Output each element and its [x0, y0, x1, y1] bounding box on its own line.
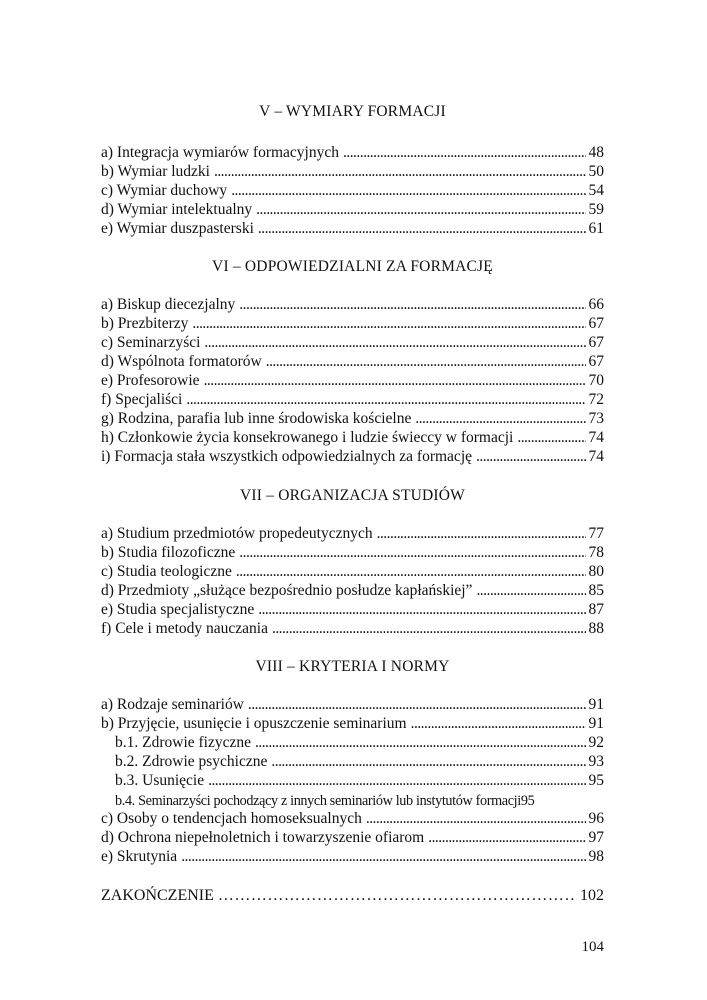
toc-entry-label: c) Seminarzyści: [101, 334, 201, 351]
section-title-vi: VI – ODPOWIEDZIALNI ZA FORMACJĘ: [212, 258, 493, 275]
toc-entry-page: 54: [588, 182, 604, 199]
toc-entry-label: g) Rodzina, parafia lub inne środowiska kościelne: [101, 410, 412, 427]
toc-entry-page: 67: [588, 315, 604, 332]
toc-entry-page: 66: [588, 296, 604, 313]
toc-entry[interactable]: [101, 182, 604, 200]
dot-leader: [236, 563, 586, 581]
dot-leader: [258, 220, 586, 238]
dot-leader: [517, 429, 585, 447]
toc-entry[interactable]: [101, 429, 604, 447]
toc-entry-label: b.3. Usunięcie: [115, 772, 205, 789]
toc-entry[interactable]: [101, 582, 604, 600]
dot-leader: [231, 182, 585, 200]
toc-entry-label: e) Wymiar duszpasterski: [101, 220, 254, 237]
dot-leader: [258, 601, 585, 619]
dot-leader: [239, 296, 585, 314]
toc-entry-page: 97: [588, 829, 604, 846]
page-number: 104: [581, 939, 604, 955]
toc-entry-page: 61: [588, 220, 604, 237]
dot-leader: [214, 163, 586, 181]
toc-entry-page: 50: [588, 163, 604, 180]
toc-entry-label: ZAKOŃCZENIE: [101, 887, 214, 904]
dot-leader: [271, 753, 585, 771]
toc-entry-label: i) Formacja stała wszystkich odpowiedzialnych za formację: [101, 448, 473, 465]
dot-leader: [476, 448, 585, 466]
section-title-viii: VIII – KRYTERIA I NORMY: [255, 658, 450, 675]
toc-entry[interactable]: [101, 296, 604, 314]
toc-entry[interactable]: [101, 829, 604, 847]
toc-entry-label: h) Członkowie życia konsekrowanego i ludzie świeccy w formacji: [101, 429, 514, 446]
dot-leader: [239, 544, 585, 562]
toc-entry-label: d) Ochrona niepełnoletnich i towarzyszenie ofiarom: [101, 829, 425, 846]
toc-entry-page: 74: [588, 448, 604, 465]
toc-entry-page: 91: [588, 715, 604, 732]
toc-entry-label: c) Studia teologiczne: [101, 563, 232, 580]
dot-leader: [248, 696, 586, 714]
toc-entry-label: b.2. Zdrowie psychiczne: [115, 753, 268, 770]
toc-entry-label: a) Integracja wymiarów formacyjnych: [101, 144, 339, 161]
toc-entry[interactable]: [101, 334, 604, 352]
toc-subentry[interactable]: [115, 772, 604, 790]
toc-entry-page: 92: [588, 734, 604, 751]
dot-leader: [204, 334, 585, 352]
toc-entry-label: d) Wymiar intelektualny: [101, 201, 253, 218]
dot-leader: [181, 848, 585, 866]
toc-entry-label: f) Cele i metody nauczania: [101, 620, 268, 637]
toc-entry-page: 87: [588, 601, 604, 618]
dot-leader: [411, 715, 586, 733]
toc-entry-page: 96: [588, 810, 604, 827]
toc-entry-label: b) Prezbiterzy: [101, 315, 189, 332]
toc-subentry[interactable]: [115, 734, 604, 752]
toc-entry-label: d) Wspólnota formatorów: [101, 353, 262, 370]
toc-entry-label: f) Specjaliści: [101, 391, 183, 408]
dot-leader: [204, 372, 586, 390]
toc-entry[interactable]: [101, 563, 604, 581]
toc-entry-page: 91: [588, 696, 604, 713]
toc-entry-label: b) Wymiar ludzki: [101, 163, 210, 180]
dot-leader: [218, 887, 577, 905]
toc-entry[interactable]: [101, 525, 604, 543]
toc-entry-label: b) Przyjęcie, usunięcie i opuszczenie seminarium: [101, 715, 407, 732]
toc-entry-page: 95: [520, 793, 535, 809]
toc-entry-page: 72: [588, 391, 604, 408]
table-of-contents-page: [101, 0, 604, 1000]
toc-entry[interactable]: [101, 353, 604, 371]
toc-entry-label: a) Rodzaje seminariów: [101, 696, 244, 713]
toc-entry-page: 48: [588, 144, 604, 161]
toc-subentry[interactable]: [115, 792, 604, 810]
toc-entry-page: 73: [588, 410, 604, 427]
toc-entry-label: c) Osoby o tendencjach homoseksualnych: [101, 810, 362, 827]
section-title-v: V – WYMIARY FORMACJI: [259, 103, 446, 120]
toc-entry-page: 67: [588, 334, 604, 351]
toc-entry[interactable]: [101, 372, 604, 390]
toc-entry[interactable]: [101, 715, 604, 733]
toc-entry[interactable]: [101, 220, 604, 238]
toc-entry-label: e) Profesorowie: [101, 372, 200, 389]
dot-leader: [208, 772, 585, 790]
toc-subentry[interactable]: [115, 753, 604, 771]
toc-entry-page: 95: [588, 772, 604, 789]
toc-entry-label: a) Biskup diecezjalny: [101, 296, 236, 313]
toc-entry-page: 80: [588, 563, 604, 580]
toc-entry-label: b.1. Zdrowie fizyczne: [115, 734, 251, 751]
dot-leader: [272, 620, 586, 638]
dot-leader: [476, 582, 585, 600]
toc-entry[interactable]: [101, 144, 604, 162]
toc-entry[interactable]: [101, 810, 604, 828]
toc-entry-page: 67: [588, 353, 604, 370]
toc-entry-label: b.4. Seminarzyści pochodzący z innych seminariów lub instytutów formacji: [115, 793, 521, 809]
dot-leader: [377, 525, 586, 543]
dot-leader: [186, 391, 585, 409]
dot-leader: [415, 410, 585, 428]
toc-entry-page: 88: [588, 620, 604, 637]
toc-entry-label: b) Studia filozoficzne: [101, 544, 236, 561]
toc-entry[interactable]: [101, 448, 604, 466]
toc-entry[interactable]: [101, 201, 604, 219]
toc-entry-label: e) Skrutynia: [101, 848, 178, 865]
dot-leader: [256, 201, 585, 219]
toc-entry-page: 102: [580, 887, 604, 904]
dot-leader: [428, 829, 585, 847]
toc-entry-page: 77: [588, 525, 604, 542]
dot-leader: [266, 353, 586, 371]
section-title-vii: VII – ORGANIZACJA STUDIÓW: [240, 487, 465, 504]
dot-leader: [192, 315, 585, 333]
toc-entry[interactable]: [101, 163, 604, 181]
toc-entry[interactable]: [101, 848, 604, 866]
toc-entry[interactable]: [101, 544, 604, 562]
toc-entry-closing[interactable]: [101, 887, 604, 905]
toc-entry-label: c) Wymiar duchowy: [101, 182, 228, 199]
toc-entry[interactable]: [101, 696, 604, 714]
toc-entry[interactable]: [101, 391, 604, 409]
toc-entry-page: 93: [588, 753, 604, 770]
toc-entry-label: d) Przedmioty „służące bezpośrednio posłudze kapłańskiej”: [101, 582, 473, 599]
toc-entry-page: 98: [588, 848, 604, 865]
toc-entry-page: 78: [588, 544, 604, 561]
toc-entry-page: 85: [588, 582, 604, 599]
toc-entry-page: 70: [588, 372, 604, 389]
dot-leader: [366, 810, 586, 828]
toc-entry-label: e) Studia specjalistyczne: [101, 601, 255, 618]
toc-entry[interactable]: [101, 315, 604, 333]
toc-entry[interactable]: [101, 620, 604, 638]
toc-entry[interactable]: [101, 410, 604, 428]
toc-entry-page: 59: [588, 201, 604, 218]
toc-entry-label: a) Studium przedmiotów propedeutycznych: [101, 525, 373, 542]
toc-entry-page: 74: [588, 429, 604, 446]
dot-leader: [343, 144, 586, 162]
dot-leader: [255, 734, 586, 752]
toc-entry[interactable]: [101, 601, 604, 619]
